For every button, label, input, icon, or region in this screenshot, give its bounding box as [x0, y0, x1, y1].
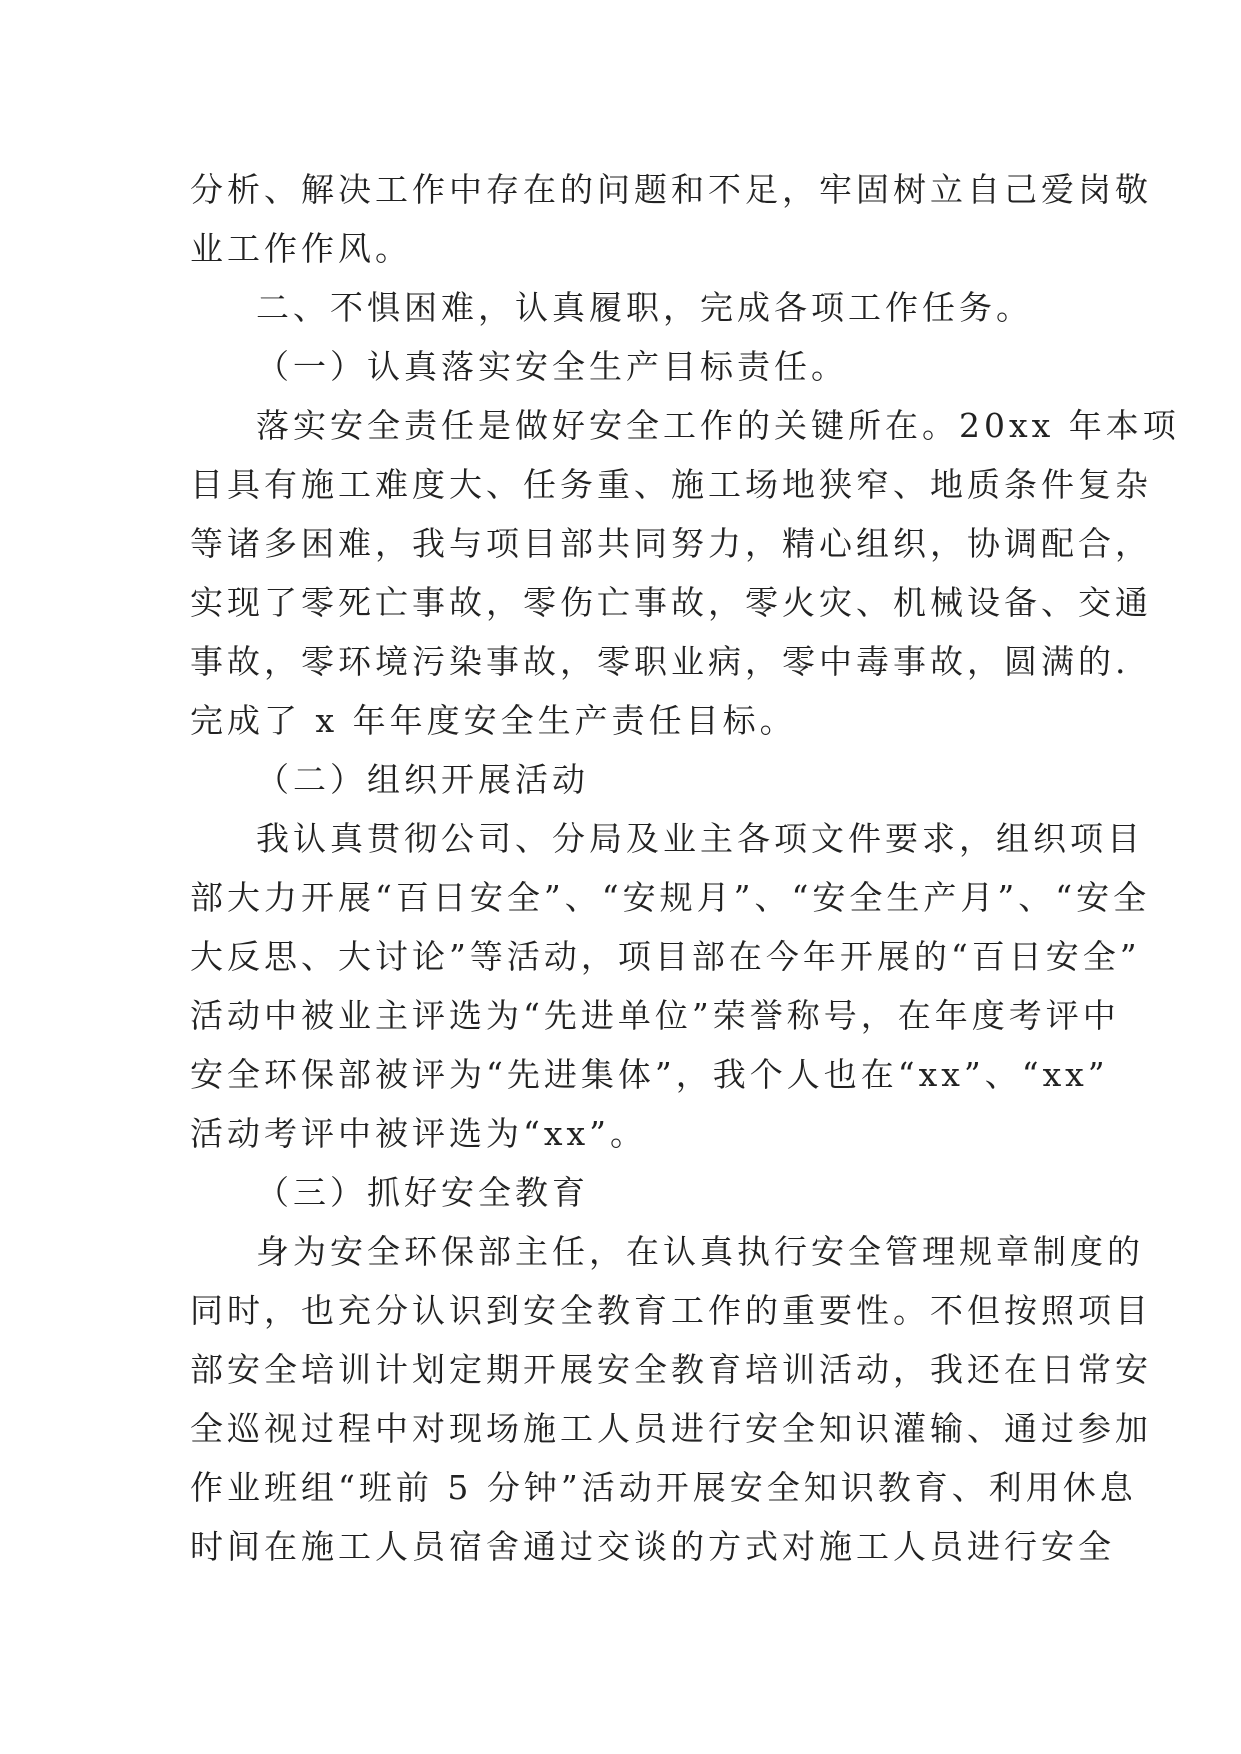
- text-line: 部大力开展“百日安全”、“安规月”、“安全生产月”、“安全: [190, 878, 1151, 917]
- text-line: 身为安全环保部主任，在认真执行安全管理规章制度的: [256, 1232, 1144, 1271]
- text-line: 落实安全责任是做好安全工作的关键所在。20xx 年本项: [256, 406, 1180, 445]
- text-line: 大反思、大讨论”等活动，项目部在今年开展的“百日安全”: [190, 937, 1141, 976]
- text-line: 业工作作风。: [190, 229, 412, 268]
- text-line: 实现了零死亡事故，零伤亡事故，零火灾、机械设备、交通: [190, 583, 1152, 622]
- text-line: 我认真贯彻公司、分局及业主各项文件要求，组织项目: [256, 819, 1144, 858]
- text-line: 同时，也充分认识到安全教育工作的重要性。不但按照项目: [190, 1291, 1152, 1330]
- text-line: 安全环保部被评为“先进集体”，我个人也在“xx”、“xx”: [190, 1055, 1109, 1094]
- text-line: 等诸多困难，我与项目部共同努力，精心组织，协调配合，: [190, 524, 1152, 563]
- text-line: 活动考评中被评选为“xx”。: [190, 1114, 647, 1153]
- text-line: 部安全培训计划定期开展安全教育培训活动，我还在日常安: [190, 1350, 1152, 1389]
- text-line: 事故，零环境污染事故，零职业病，零中毒事故，圆满的.: [190, 642, 1130, 681]
- text-line: 分析、解决工作中存在的问题和不足，牢固树立自己爱岗敬: [190, 170, 1152, 209]
- text-line: 全巡视过程中对现场施工人员进行安全知识灌输、通过参加: [190, 1409, 1152, 1448]
- subsection-heading: （三）抓好安全教育: [256, 1173, 589, 1212]
- text-line: 活动中被业主评选为“先进单位”荣誉称号，在年度考评中: [190, 996, 1120, 1035]
- subsection-heading: （二）组织开展活动: [256, 760, 589, 799]
- section-heading: 二、不惧困难，认真履职，完成各项工作任务。: [256, 288, 1033, 327]
- text-line: 时间在施工人员宿舍通过交谈的方式对施工人员进行安全: [190, 1527, 1115, 1566]
- subsection-heading: （一）认真落实安全生产目标责任。: [256, 347, 848, 386]
- document-body: [190, 160, 1180, 1576]
- text-line: 目具有施工难度大、任务重、施工场地狭窄、地质条件复杂: [190, 465, 1152, 504]
- text-line: 作业班组“班前 5 分钟”活动开展安全知识教育、利用休息: [190, 1468, 1137, 1507]
- text-line: 完成了 x 年年度安全生产责任目标。: [190, 701, 797, 740]
